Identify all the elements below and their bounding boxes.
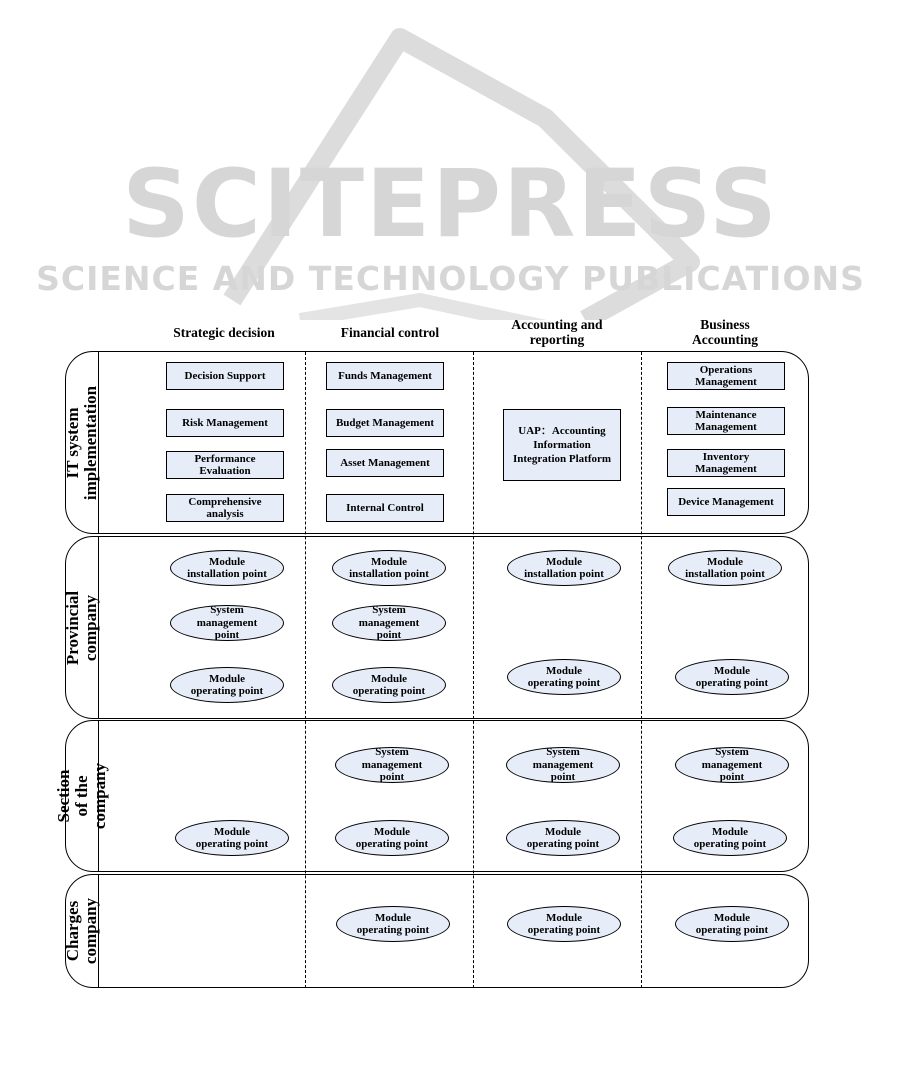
column-header-business-accounting: Business Accounting (691, 317, 758, 347)
charges-financial-module-operating-point: Module operating point (336, 906, 450, 942)
module-comprehensive-analysis: Comprehensive analysis (166, 494, 284, 522)
provincial-business-module-operating-point: Module operating point (675, 659, 789, 695)
column-header-accounting-reporting: Accounting and reporting (511, 317, 603, 347)
module-asset-management: Asset Management (326, 449, 444, 477)
row-label-charges: Charges company (62, 897, 100, 965)
provincial-financial-module-installation-point: Module installation point (332, 550, 446, 586)
module-inventory-management: Inventory Management (667, 449, 785, 477)
module-risk-management: Risk Management (166, 409, 284, 437)
row-label-cell-it (62, 351, 100, 534)
row-label-cell-charges (62, 874, 100, 988)
provincial-financial-module-operating-point: Module operating point (332, 667, 446, 703)
provincial-strategic-module-installation-point: Module installation point (170, 550, 284, 586)
column-divider (641, 352, 642, 988)
module-device-management: Device Management (667, 488, 785, 516)
module-performance-evaluation: Performance Evaluation (166, 451, 284, 479)
watermark-subtitle: SCIENCE AND TECHNOLOGY PUBLICATIONS (36, 259, 865, 298)
module-funds-management: Funds Management (326, 362, 444, 390)
row-label-cell-provincial (62, 536, 100, 719)
row-label-provincial: Provincial company (62, 590, 100, 665)
module-decision-support: Decision Support (166, 362, 284, 390)
module-operations-management: Operations Management (667, 362, 785, 390)
row-label-it-system: IT system implementation (62, 385, 100, 500)
section-financial-module-operating-point: Module operating point (335, 820, 449, 856)
row-label-section: Section of the company (53, 762, 109, 830)
provincial-accounting-module-operating-point: Module operating point (507, 659, 621, 695)
section-business-system-management-point: System management point (675, 747, 789, 783)
charges-business-module-operating-point: Module operating point (675, 906, 789, 942)
provincial-accounting-module-installation-point: Module installation point (507, 550, 621, 586)
module-internal-control: Internal Control (326, 494, 444, 522)
section-accounting-system-management-point: System management point (506, 747, 620, 783)
section-financial-system-management-point: System management point (335, 747, 449, 783)
provincial-strategic-module-operating-point: Module operating point (170, 667, 284, 703)
section-business-module-operating-point: Module operating point (673, 820, 787, 856)
scitepress-watermark (0, 0, 901, 320)
section-accounting-module-operating-point: Module operating point (506, 820, 620, 856)
column-header-strategic-decision: Strategic decision (173, 324, 275, 340)
module-maintenance-management: Maintenance Management (667, 407, 785, 435)
provincial-strategic-system-management-point: System management point (170, 605, 284, 641)
row-label-cell-section (53, 720, 109, 872)
provincial-business-module-installation-point: Module installation point (668, 550, 782, 586)
column-divider (305, 352, 306, 988)
column-divider (473, 352, 474, 988)
charges-accounting-module-operating-point: Module operating point (507, 906, 621, 942)
section-strategic-module-operating-point: Module operating point (175, 820, 289, 856)
module-budget-management: Budget Management (326, 409, 444, 437)
watermark-title: SCITEPRESS (122, 150, 779, 259)
provincial-financial-system-management-point: System management point (332, 605, 446, 641)
column-header-financial-control: Financial control (340, 324, 440, 340)
module-uap-integration-platform: UAP：Accounting Information Integration Platform (503, 409, 621, 481)
